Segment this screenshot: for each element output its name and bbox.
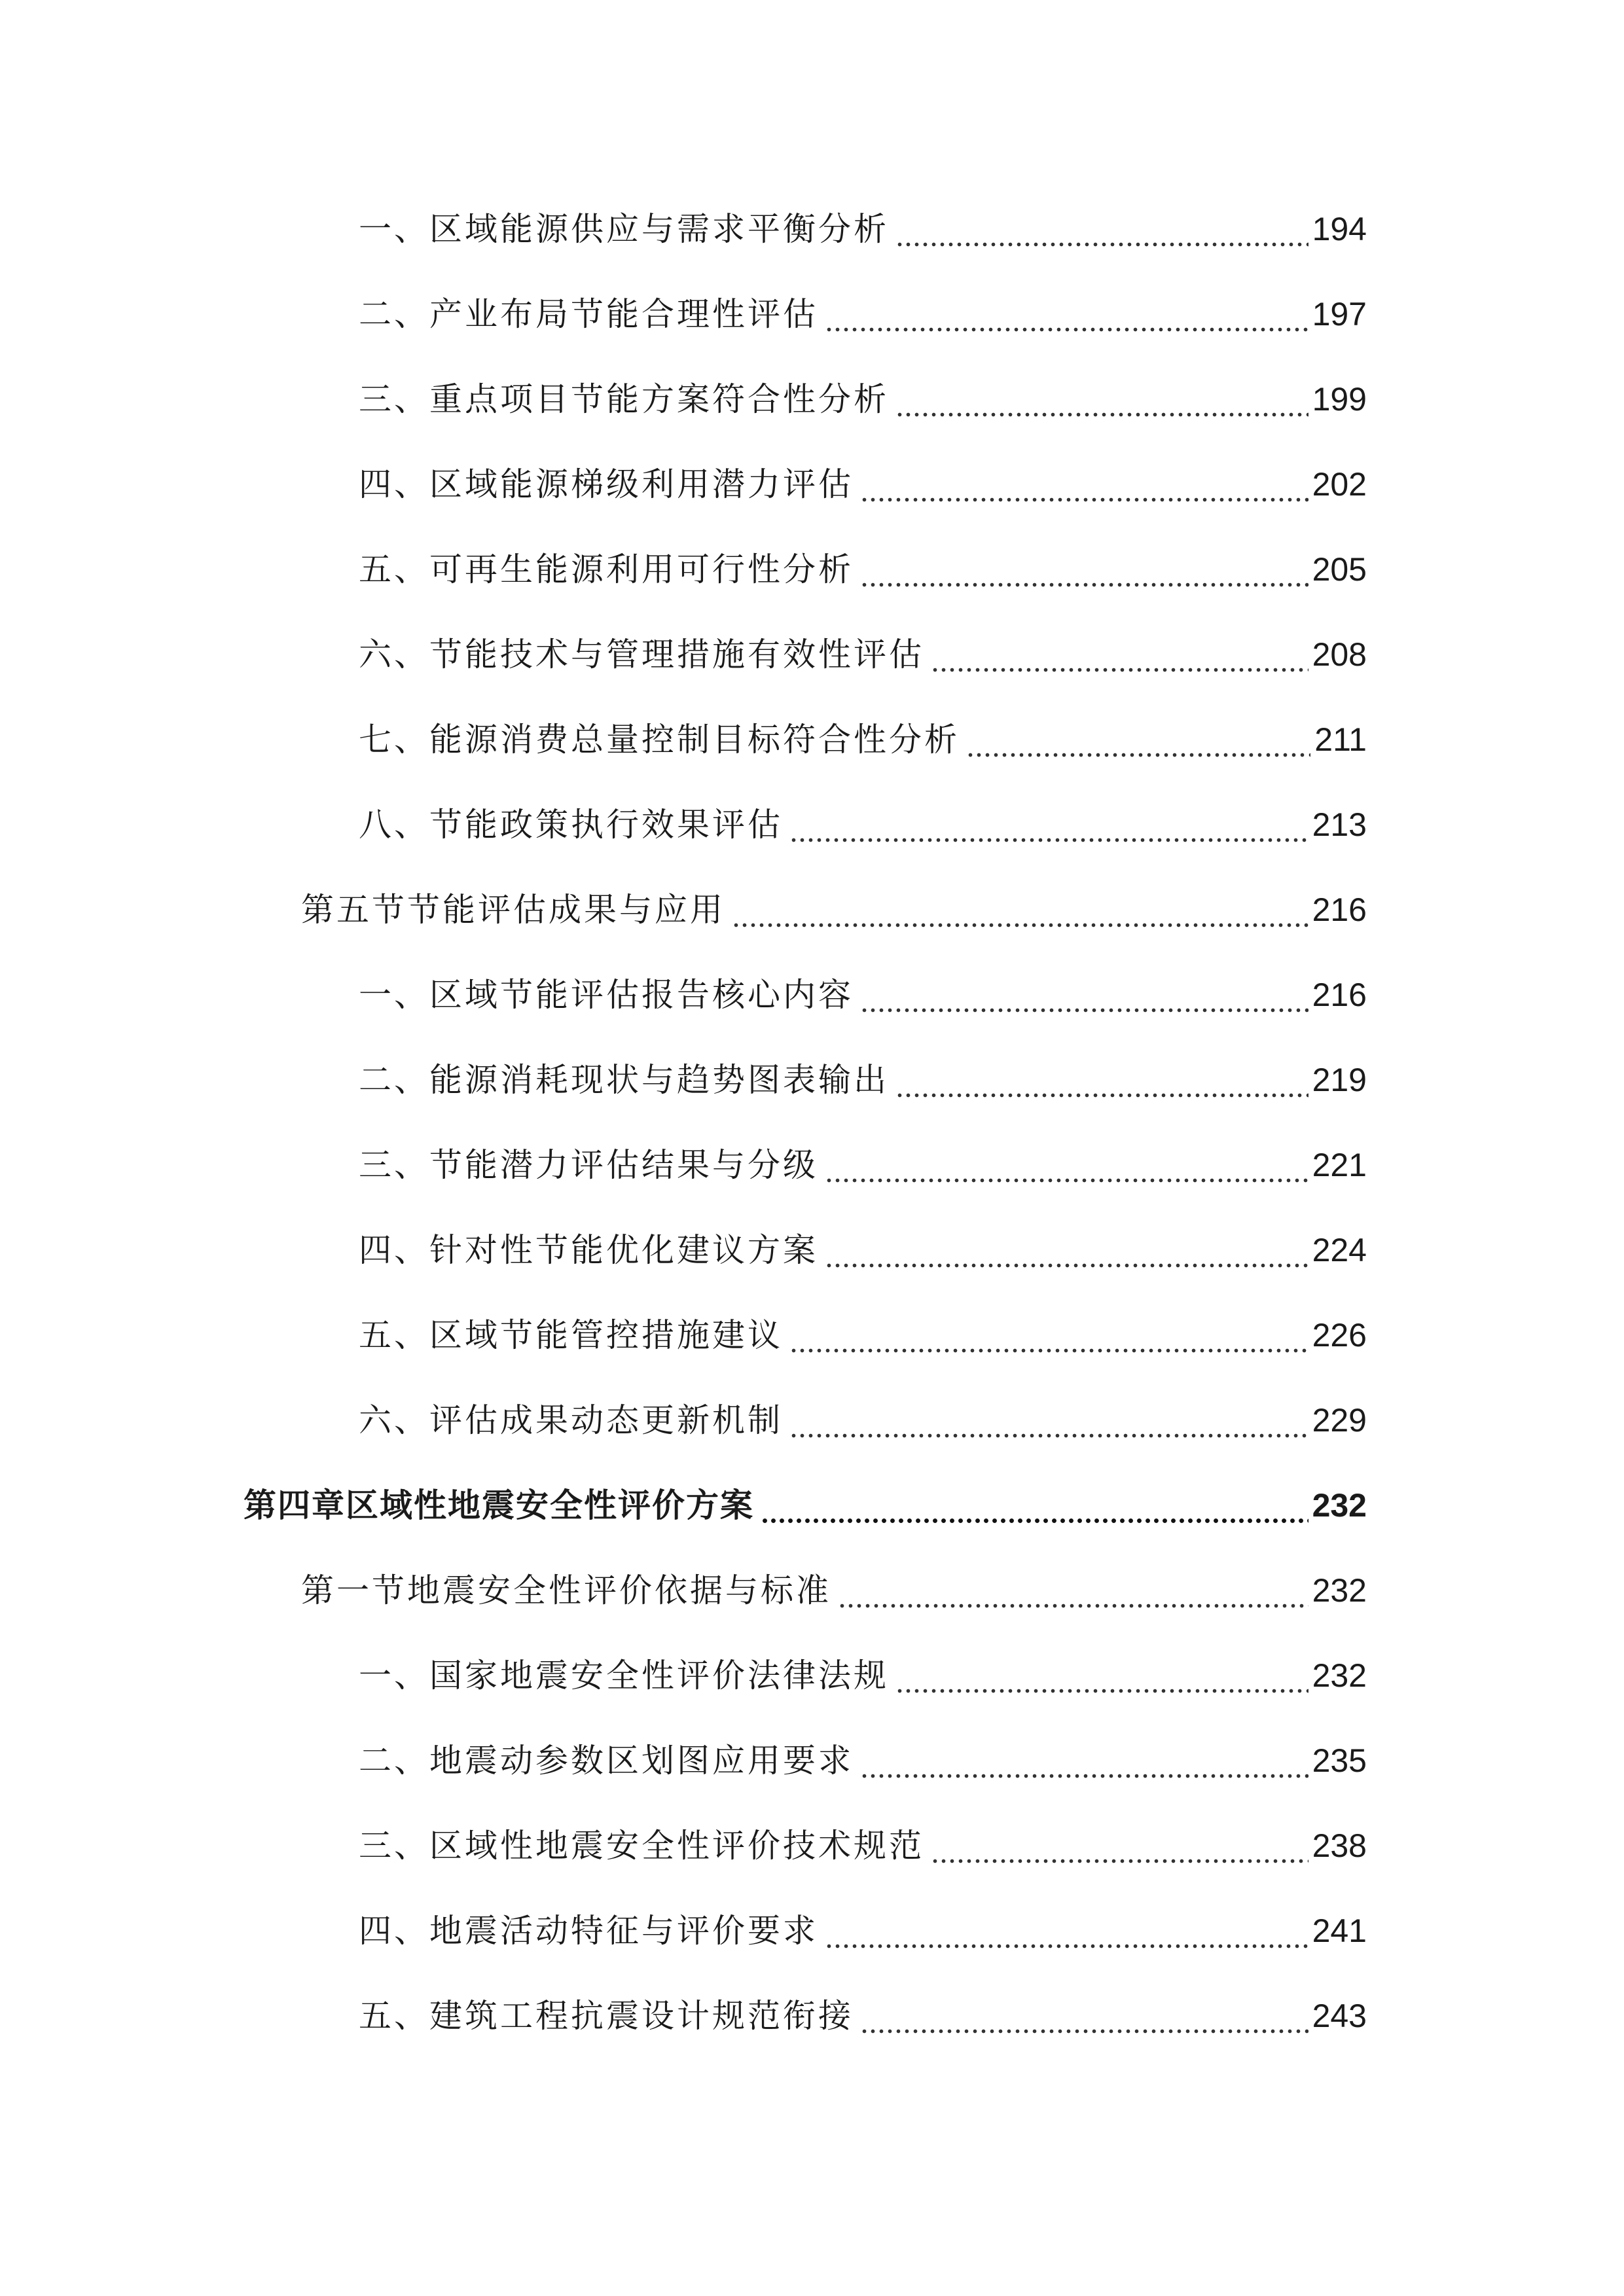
dot-leader <box>895 1649 1308 1702</box>
dot-leader <box>860 1990 1308 2042</box>
toc-entry-title: 二、能源消耗现状与趋势图表输出 <box>359 1061 889 1099</box>
toc-entry[interactable] <box>359 203 1367 255</box>
dot-leader <box>931 1820 1308 1872</box>
toc-entry[interactable] <box>359 1309 1367 1361</box>
toc-entry-title: 三、重点项目节能方案符合性分析 <box>359 380 889 418</box>
toc-entry-title: 五、建筑工程抗震设计规范衔接 <box>359 1997 854 2035</box>
toc-entry-page: 235 <box>1312 1742 1367 1779</box>
toc-entry-page: 221 <box>1312 1147 1367 1183</box>
toc-entry-title: 第四章区域性地震安全性评价方案 <box>244 1486 754 1524</box>
dot-leader <box>825 288 1308 340</box>
dot-leader <box>966 713 1310 766</box>
toc-entry-page: 232 <box>1312 1657 1367 1694</box>
toc-entry-page: 208 <box>1312 636 1367 673</box>
dot-leader <box>931 628 1308 681</box>
dot-leader <box>825 1905 1308 1957</box>
toc-entry[interactable] <box>359 1820 1367 1872</box>
dot-leader <box>860 543 1308 596</box>
toc-entry-page: 229 <box>1312 1402 1367 1439</box>
toc-entry-title: 四、地震活动特征与评价要求 <box>359 1912 818 1950</box>
toc-entry[interactable] <box>359 458 1367 511</box>
toc-chapter-entry[interactable] <box>244 1479 1367 1532</box>
dot-leader <box>761 1479 1308 1532</box>
dot-leader <box>860 1734 1308 1787</box>
toc-entry[interactable] <box>359 628 1367 681</box>
toc-entry[interactable] <box>359 798 1367 851</box>
dot-leader <box>895 1054 1308 1106</box>
toc-entry-page: 224 <box>1312 1232 1367 1268</box>
toc-entry[interactable] <box>359 373 1367 425</box>
toc-entry[interactable] <box>359 1649 1367 1702</box>
toc-entry-page: 213 <box>1312 806 1367 843</box>
toc-entry[interactable] <box>359 1139 1367 1191</box>
dot-leader <box>838 1564 1308 1617</box>
toc-entry[interactable] <box>359 1394 1367 1446</box>
toc-entry-page: 219 <box>1312 1062 1367 1098</box>
toc-entry-page: 197 <box>1312 296 1367 332</box>
dot-leader <box>825 1224 1308 1276</box>
toc-entry-title: 第五节节能评估成果与应用 <box>301 891 725 929</box>
dot-leader <box>895 203 1308 255</box>
toc-entry-page: 232 <box>1312 1487 1367 1524</box>
toc-entry[interactable] <box>359 969 1367 1021</box>
toc-entry[interactable] <box>359 1990 1367 2042</box>
toc-entry-title: 六、节能技术与管理措施有效性评估 <box>359 636 924 673</box>
toc-entry-title: 二、产业布局节能合理性评估 <box>359 295 818 333</box>
toc-entry-title: 第一节地震安全性评价依据与标准 <box>301 1571 831 1609</box>
dot-leader <box>732 884 1308 936</box>
toc-entry-page: 199 <box>1312 381 1367 418</box>
toc-entry[interactable] <box>359 288 1367 340</box>
toc-entry-title: 七、能源消费总量控制目标符合性分析 <box>359 721 960 759</box>
toc-entry-title: 四、针对性节能优化建议方案 <box>359 1231 818 1269</box>
dot-leader <box>789 1394 1308 1446</box>
toc-entry[interactable] <box>359 543 1367 596</box>
dot-leader <box>789 1309 1308 1361</box>
toc-entry-title: 三、节能潜力评估结果与分级 <box>359 1146 818 1184</box>
toc-entry-title: 五、可再生能源利用可行性分析 <box>359 550 854 588</box>
toc-entry-title: 六、评估成果动态更新机制 <box>359 1401 783 1439</box>
toc-entry-page: 226 <box>1312 1317 1367 1354</box>
dot-leader <box>789 798 1308 851</box>
toc-entry[interactable] <box>359 1905 1367 1957</box>
dot-leader <box>895 373 1308 425</box>
toc-entry-title: 四、区域能源梯级利用潜力评估 <box>359 465 854 503</box>
toc-entry-page: 216 <box>1312 977 1367 1013</box>
toc-entry-title: 二、地震动参数区划图应用要求 <box>359 1742 854 1780</box>
toc-entry-title: 一、区域能源供应与需求平衡分析 <box>359 210 889 248</box>
toc-entry[interactable] <box>359 1224 1367 1276</box>
toc-section-entry[interactable] <box>301 1564 1367 1617</box>
toc-section-entry[interactable] <box>301 884 1367 936</box>
toc-entry-title: 一、区域节能评估报告核心内容 <box>359 976 854 1014</box>
dot-leader <box>860 969 1308 1021</box>
dot-leader <box>860 458 1308 511</box>
toc-entry-title: 五、区域节能管控措施建议 <box>359 1316 783 1354</box>
toc-entry-title: 三、区域性地震安全性评价技术规范 <box>359 1827 924 1865</box>
toc-entry-page: 241 <box>1312 1912 1367 1949</box>
toc-entry-page: 216 <box>1312 891 1367 928</box>
toc-entry-title: 一、国家地震安全性评价法律法规 <box>359 1657 889 1695</box>
dot-leader <box>825 1139 1308 1191</box>
toc-entry-page: 211 <box>1314 721 1367 758</box>
toc-entry-page: 243 <box>1312 1998 1367 2034</box>
toc-entry-title: 八、节能政策执行效果评估 <box>359 806 783 844</box>
toc-entry-page: 232 <box>1312 1572 1367 1609</box>
toc-entry[interactable] <box>359 1054 1367 1106</box>
toc-entry-page: 205 <box>1312 551 1367 588</box>
toc-entry-page: 194 <box>1312 211 1367 247</box>
toc-entry[interactable] <box>359 713 1367 766</box>
toc-entry-page: 238 <box>1312 1827 1367 1864</box>
toc-entry[interactable] <box>359 1734 1367 1787</box>
toc-entry-page: 202 <box>1312 466 1367 503</box>
